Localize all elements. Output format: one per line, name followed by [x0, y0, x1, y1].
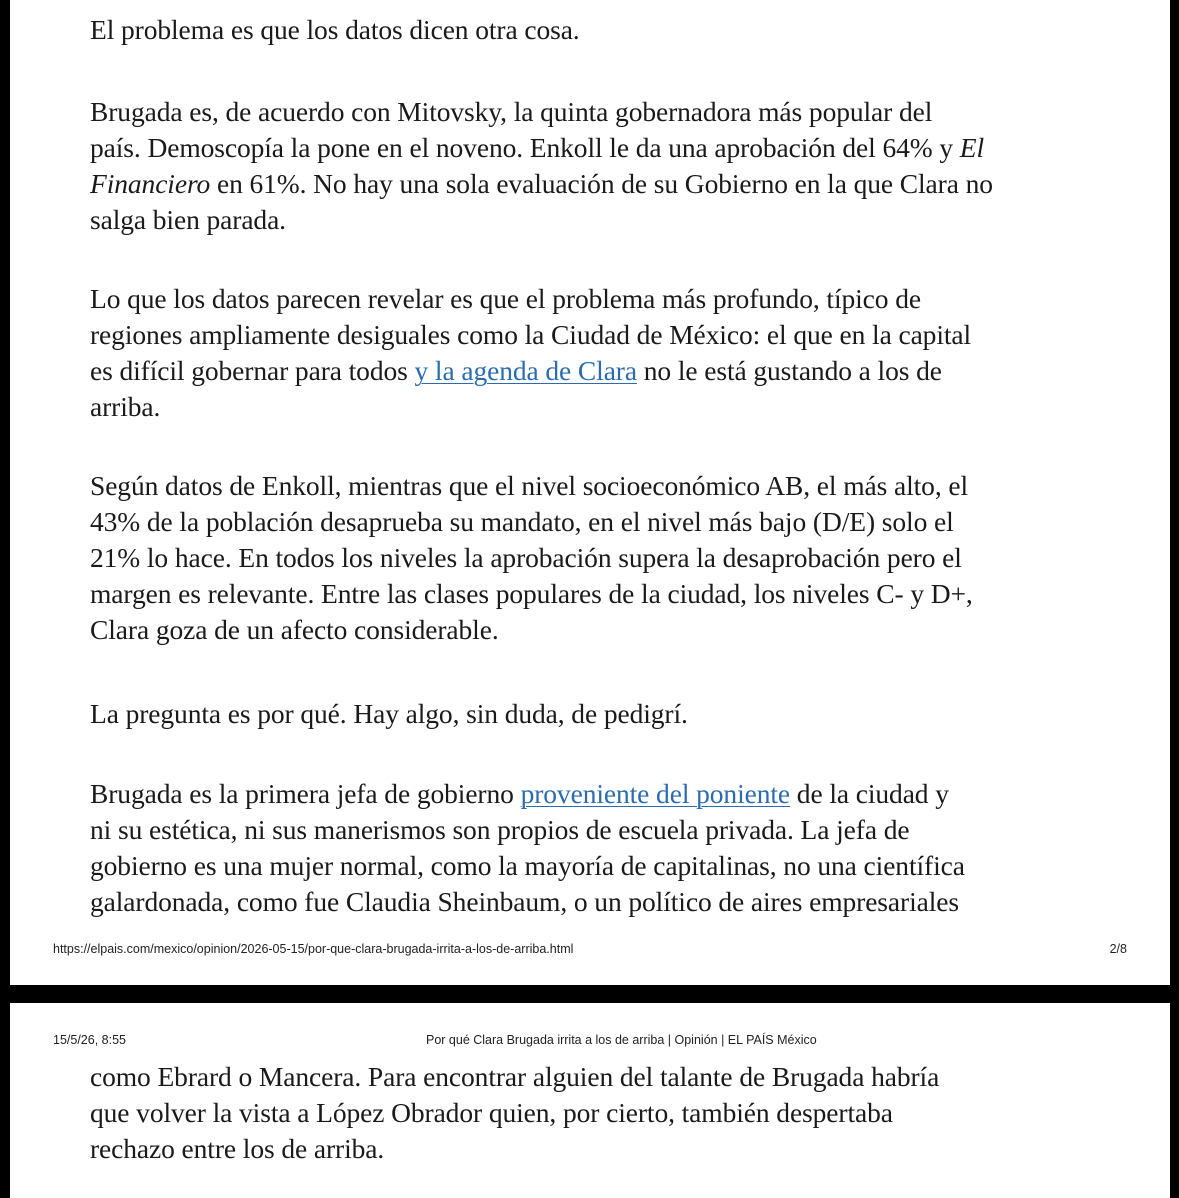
text-line: como Ebrard o Mancera. Para encontrar alguien del talante de Brugada habría	[90, 1061, 940, 1092]
footer-url: https://elpais.com/mexico/opinion/2026-05-15/por-que-clara-brugada-irrita-a-los-de-arriba.html	[53, 942, 574, 956]
text-line: margen es relevante. Entre las clases populares de la ciudad, los niveles C- y D+,	[90, 578, 973, 609]
text-line: galardonada, como fue Claudia Sheinbaum, o un político de aires empresariales	[90, 886, 959, 917]
italic-publication: El	[959, 132, 984, 163]
text-line	[90, 166, 1100, 202]
text-line: arriba.	[90, 391, 161, 422]
text-line: Brugada es, de acuerdo con Mitovsky, la quinta gobernadora más popular del	[90, 96, 933, 127]
text-segment: en 61%. No hay una sola evaluación de su Gobierno en la que Clara no	[210, 168, 993, 199]
text-line: El problema es que los datos dicen otra cosa.	[90, 14, 580, 45]
text-line	[90, 353, 1100, 389]
text-segment: Brugada es la primera jefa de gobierno	[90, 778, 521, 809]
text-segment: de la ciudad y	[790, 778, 949, 809]
header-date: 15/5/26, 8:55	[53, 1033, 126, 1047]
paragraph-datos	[90, 12, 1100, 48]
text-segment: es difícil gobernar para todos	[90, 355, 415, 386]
text-line: 43% de la población desaprueba su mandato, en el nivel más bajo (D/E) solo el	[90, 506, 954, 537]
text-segment: no le está gustando a los de	[636, 355, 942, 386]
text-line: ni su estética, ni sus manerismos son propios de escuela privada. La jefa de	[90, 814, 910, 845]
text-line: rechazo entre los de arriba.	[90, 1133, 385, 1164]
printed-page-3	[10, 1003, 1170, 1198]
paragraph-encuestas	[90, 94, 1100, 238]
italic-publication: Financiero	[90, 168, 211, 199]
paragraph-poniente	[90, 776, 1100, 920]
text-line	[90, 776, 1100, 812]
text-line: salga bien parada.	[90, 204, 286, 235]
paragraph-pregunta	[90, 696, 1100, 732]
printed-page-2	[10, 0, 1170, 985]
text-line: Según datos de Enkoll, mientras que el nivel socioeconómico AB, el más alto, el	[90, 470, 969, 501]
text-line: 21% lo hace. En todos los niveles la aprobación supera la desaprobación pero el	[90, 542, 962, 573]
text-segment: país. Demoscopía la pone en el noveno. Enkoll le da una aprobación del 64% y	[90, 132, 960, 163]
link-agenda-de-clara[interactable]: y la agenda de Clara	[414, 355, 637, 386]
text-line: Clara goza de un afecto considerable.	[90, 614, 499, 645]
text-line: Lo que los datos parecen revelar es que el problema más profundo, típico de	[90, 283, 921, 314]
paragraph-desigualdad	[90, 281, 1100, 425]
link-proveniente-del-poniente[interactable]: proveniente del poniente	[520, 778, 791, 809]
text-line: regiones ampliamente desiguales como la Ciudad de México: el que en la capital	[90, 319, 972, 350]
footer-page-number: 2/8	[1109, 942, 1127, 956]
text-line	[90, 130, 1100, 166]
text-line: gobierno es una mujer normal, como la mayoría de capitalinas, no una científica	[90, 850, 965, 881]
paragraph-ebrard	[90, 1059, 1100, 1167]
header-title: Por qué Clara Brugada irrita a los de arriba | Opinión | EL PAÍS México	[426, 1033, 817, 1047]
paragraph-enkoll	[90, 468, 1100, 648]
text-line: que volver la vista a López Obrador quien, por cierto, también despertaba	[90, 1097, 893, 1128]
text-line: La pregunta es por qué. Hay algo, sin duda, de pedigrí.	[90, 698, 688, 729]
